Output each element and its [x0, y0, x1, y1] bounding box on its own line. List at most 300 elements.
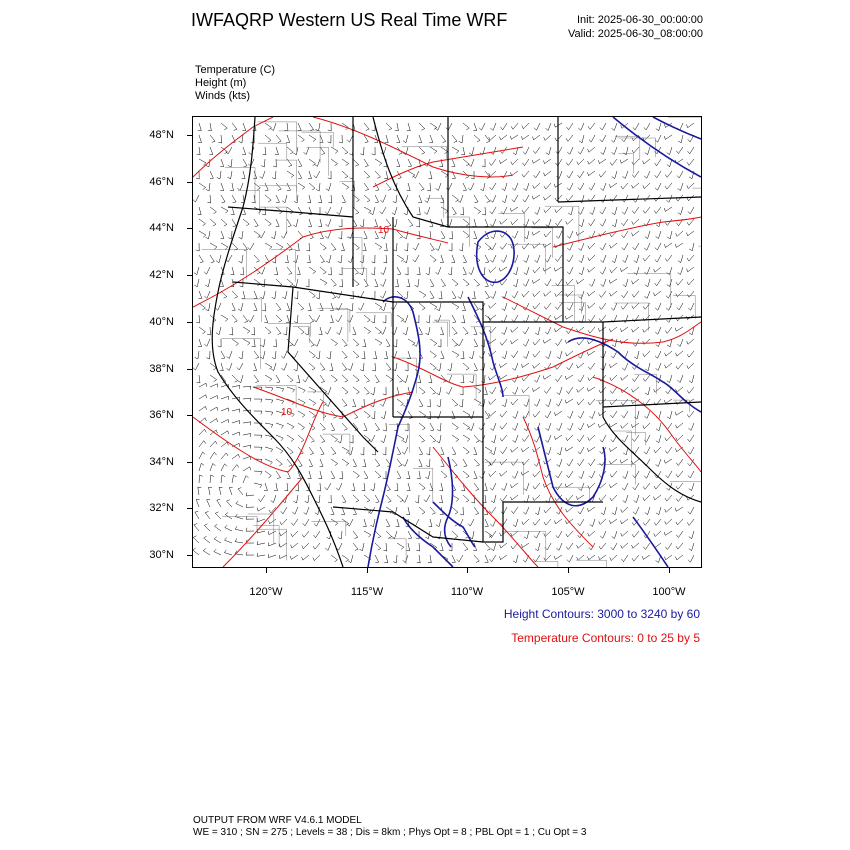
- wind-barb: [437, 435, 442, 443]
- wind-barb: [655, 135, 661, 142]
- wind-barb: [534, 375, 540, 382]
- wind-barb: [523, 147, 529, 154]
- wind-barb: [402, 495, 408, 502]
- wind-barb: [458, 291, 463, 299]
- wind-barb: [259, 231, 265, 238]
- wind-barb: [632, 219, 639, 225]
- wind-barb: [687, 267, 694, 272]
- wind-barb: [298, 135, 304, 142]
- wind-barb: [386, 363, 391, 370]
- wind-barb: [577, 279, 585, 284]
- wind-barb: [243, 398, 251, 401]
- wind-barb: [243, 315, 248, 323]
- latitude-tick: [187, 462, 192, 463]
- wind-barb: [676, 351, 683, 356]
- wind-barb: [430, 303, 437, 309]
- wind-barb: [232, 219, 236, 227]
- wind-barb: [533, 183, 540, 189]
- wind-barb: [632, 435, 639, 442]
- wind-barb: [396, 519, 400, 527]
- wind-barb: [229, 487, 232, 495]
- wind-barb: [676, 435, 683, 441]
- wind-barb: [217, 499, 221, 507]
- wind-barb: [523, 279, 529, 286]
- wind-barb: [524, 399, 529, 407]
- wind-barb: [565, 375, 573, 379]
- county-line: [698, 246, 701, 266]
- wind-barb: [462, 303, 466, 311]
- wind-barb: [203, 549, 210, 556]
- wind-barb: [232, 291, 238, 298]
- wind-barb: [545, 327, 551, 334]
- wind-barb: [364, 387, 369, 394]
- wind-barb: [416, 219, 419, 227]
- wind-barb: [307, 255, 311, 263]
- wind-barb: [689, 243, 694, 251]
- wind-barb: [426, 459, 430, 467]
- wind-barb: [261, 159, 265, 167]
- wind-barb: [535, 207, 540, 215]
- wind-barb: [198, 135, 202, 143]
- wind-barb: [500, 411, 507, 417]
- wind-barb: [643, 327, 650, 332]
- wind-barb: [533, 351, 540, 357]
- wind-barb: [622, 291, 629, 298]
- wind-barb: [611, 351, 617, 358]
- wind-barb: [632, 279, 639, 284]
- wind-barb: [325, 231, 331, 238]
- wind-barb: [342, 363, 347, 371]
- wind-barb: [666, 471, 672, 478]
- temperature-contour-note: Temperature Contours: 0 to 25 by 5: [511, 631, 700, 645]
- wind-barb: [490, 183, 497, 190]
- wind-barb: [218, 339, 221, 347]
- wind-barb: [302, 543, 309, 549]
- wind-barb: [274, 483, 278, 491]
- wind-barb: [383, 543, 386, 551]
- wind-barb: [511, 159, 518, 165]
- wind-barb: [566, 195, 573, 201]
- wind-barb: [633, 507, 639, 514]
- wind-barb: [676, 387, 683, 392]
- wind-barb: [407, 279, 410, 287]
- wind-barb: [523, 315, 529, 322]
- wind-barb: [232, 421, 240, 425]
- wind-barb: [342, 351, 347, 358]
- wind-barb: [599, 399, 606, 404]
- wind-barb: [610, 243, 617, 248]
- wind-barb: [358, 303, 364, 310]
- wind-barb: [600, 435, 606, 442]
- wind-barb: [566, 291, 573, 297]
- wind-barb: [331, 159, 338, 166]
- wind-barb: [588, 171, 596, 176]
- wind-barb: [237, 183, 243, 191]
- wind-barb: [326, 219, 332, 227]
- wind-barb: [579, 267, 584, 275]
- wind-barb: [206, 183, 210, 191]
- wind-barb: [207, 195, 210, 203]
- wind-barb: [588, 243, 595, 249]
- wind-barb: [291, 543, 298, 548]
- wind-barb: [511, 483, 519, 488]
- wind-barb: [589, 219, 595, 226]
- temperature-contour: [393, 339, 613, 387]
- wind-barb: [232, 454, 240, 459]
- wind-barb: [688, 147, 695, 154]
- wind-barb: [500, 219, 507, 224]
- wind-barb: [375, 423, 380, 431]
- wind-barb: [556, 471, 562, 478]
- wind-barb: [610, 483, 618, 488]
- wind-barb: [331, 435, 338, 442]
- wind-barb: [309, 351, 315, 358]
- wind-barb: [197, 147, 201, 155]
- wind-barb: [397, 255, 404, 262]
- wind-barb: [579, 219, 584, 227]
- height-contour: [538, 427, 605, 506]
- county-line: [318, 308, 348, 342]
- wind-barb: [588, 147, 595, 152]
- wind-barb: [298, 435, 304, 442]
- wind-barb: [196, 243, 199, 251]
- wind-barb: [511, 351, 518, 358]
- wind-barb: [221, 351, 225, 359]
- wind-barb: [678, 255, 683, 263]
- wind-barb: [298, 459, 302, 467]
- wind-barb: [287, 207, 293, 214]
- wind-barb: [579, 483, 585, 491]
- wind-barb: [687, 255, 694, 261]
- wind-barb: [632, 207, 639, 214]
- wind-barb: [577, 555, 584, 560]
- wind-barb: [353, 543, 358, 550]
- wind-barb: [533, 471, 540, 477]
- wind-barb: [566, 435, 573, 441]
- temperature-contour: [553, 217, 701, 247]
- wind-barb: [452, 351, 459, 357]
- wind-barb: [632, 183, 639, 188]
- wind-barb: [588, 291, 596, 296]
- latitude-label: 44°N: [149, 222, 174, 234]
- wind-barb: [221, 243, 228, 249]
- wind-barb: [468, 519, 474, 526]
- wind-barb: [621, 327, 629, 332]
- wind-barb: [491, 435, 496, 443]
- wind-barb: [512, 291, 518, 298]
- wind-barb: [416, 543, 419, 551]
- wind-barb: [441, 171, 448, 177]
- wind-barb: [452, 507, 458, 514]
- wind-barb: [588, 399, 595, 405]
- wind-barb: [314, 315, 320, 322]
- wind-barb: [544, 303, 551, 309]
- wind-barb: [271, 123, 276, 131]
- wind-barb: [430, 291, 434, 299]
- wind-barb: [254, 399, 262, 402]
- wind-barb: [427, 183, 430, 191]
- wind-barb: [417, 555, 420, 563]
- wind-barb: [320, 375, 325, 383]
- wind-barb: [510, 207, 518, 211]
- temperature-contour: [313, 117, 513, 177]
- map-canvas: [193, 117, 701, 567]
- county-line: [389, 424, 410, 452]
- wind-barb: [430, 387, 436, 394]
- wind-barb: [501, 447, 508, 454]
- wind-barb: [544, 507, 551, 513]
- wind-barb: [193, 363, 199, 370]
- wind-barb: [246, 493, 254, 496]
- wind-barb: [565, 315, 573, 319]
- county-line: [426, 198, 444, 217]
- field-list: [195, 64, 275, 103]
- wind-barb: [364, 231, 368, 239]
- wind-barb: [199, 159, 206, 165]
- wind-barb: [643, 543, 650, 550]
- wind-barb: [489, 375, 496, 380]
- wind-barb: [644, 471, 650, 478]
- wind-barb: [511, 327, 518, 332]
- wind-barb: [373, 351, 377, 359]
- wind-barb: [522, 363, 530, 368]
- wind-barb: [395, 279, 399, 287]
- wind-barb: [502, 351, 507, 359]
- wind-barb: [248, 315, 254, 322]
- wind-barb: [439, 291, 442, 299]
- wind-barb: [577, 543, 584, 548]
- latitude-tick: [187, 369, 192, 370]
- wind-barb: [297, 267, 300, 275]
- wind-barb: [489, 339, 497, 344]
- wind-barb: [436, 387, 441, 395]
- wind-barb: [687, 231, 695, 236]
- wind-barb: [194, 279, 199, 287]
- wind-barb: [276, 327, 281, 335]
- wind-barb: [557, 351, 562, 359]
- wind-barb: [485, 219, 489, 227]
- wind-barb: [199, 429, 206, 435]
- wind-barb: [566, 543, 573, 550]
- wind-barb: [441, 471, 447, 478]
- longitude-tick: [669, 568, 670, 573]
- wind-barb: [195, 511, 199, 519]
- wind-barb: [316, 183, 320, 191]
- wind-barb: [621, 303, 628, 309]
- wind-barb: [522, 435, 529, 442]
- wind-barb: [215, 524, 222, 531]
- wind-barb: [521, 471, 529, 475]
- valid-time: Valid: 2025-06-30_08:00:00: [568, 28, 703, 40]
- wind-barb: [655, 255, 661, 262]
- wind-barb: [588, 507, 596, 512]
- wind-barb: [309, 459, 313, 467]
- wind-barb: [293, 219, 298, 227]
- wind-barb: [441, 447, 445, 455]
- wind-barb: [656, 231, 661, 239]
- wind-barb: [522, 291, 529, 297]
- wind-barb: [265, 219, 271, 226]
- wind-barb: [535, 255, 541, 263]
- wind-barb: [296, 243, 299, 251]
- wind-barb: [644, 435, 650, 442]
- wind-barb: [232, 385, 240, 388]
- wind-barb: [654, 315, 661, 321]
- wind-barb: [314, 519, 320, 526]
- temperature-label: 10: [378, 225, 390, 236]
- wind-barb: [430, 351, 436, 358]
- wind-barb: [196, 499, 200, 507]
- wind-barb: [274, 267, 278, 275]
- wind-barb: [688, 435, 695, 442]
- wind-barb: [632, 375, 639, 382]
- wind-barb: [406, 471, 410, 479]
- longitude-tick: [467, 568, 468, 573]
- wind-barb: [555, 327, 563, 332]
- wind-barb: [533, 267, 540, 273]
- wind-barb: [294, 363, 298, 371]
- wind-barb: [513, 555, 518, 563]
- wind-barb: [375, 555, 379, 563]
- wind-barb: [511, 339, 518, 344]
- wind-barb: [193, 548, 199, 555]
- wind-barb: [325, 207, 331, 214]
- wind-barb: [511, 123, 518, 129]
- wind-barb: [380, 195, 386, 202]
- wind-barb: [372, 255, 376, 263]
- wind-barb: [473, 231, 477, 239]
- wind-barb: [194, 267, 199, 275]
- wind-barb: [309, 291, 315, 298]
- wind-barb: [320, 363, 325, 370]
- height-contour-note: Height Contours: 3000 to 3240 by 60: [503, 607, 700, 621]
- wind-barb: [232, 409, 240, 413]
- wind-barb: [463, 159, 469, 166]
- wind-barb: [544, 171, 551, 176]
- wind-barb: [383, 387, 386, 395]
- wind-barb: [230, 183, 234, 191]
- wind-barb: [370, 519, 375, 527]
- wind-barb: [375, 495, 379, 503]
- wind-barb: [463, 279, 469, 286]
- wind-barb: [632, 387, 639, 392]
- wind-barb: [656, 123, 661, 131]
- wind-barb: [364, 207, 371, 213]
- wind-barb: [198, 339, 202, 347]
- wind-barb: [523, 339, 529, 346]
- wind-barb: [243, 445, 251, 448]
- wind-barb: [632, 531, 639, 537]
- wind-barb: [468, 159, 474, 167]
- wind-barb: [544, 195, 551, 200]
- wind-barb: [687, 411, 694, 417]
- wind-barb: [339, 219, 342, 227]
- wind-barb: [556, 147, 562, 154]
- wind-barb: [600, 531, 606, 538]
- wind-barb: [254, 231, 260, 238]
- wind-barb: [221, 475, 225, 483]
- wind-barb: [271, 231, 276, 239]
- wind-barb: [554, 555, 562, 559]
- wind-barb: [567, 555, 573, 562]
- wind-barb: [252, 339, 256, 347]
- model-footer: [193, 815, 586, 839]
- wind-barb: [665, 495, 672, 501]
- county-line: [323, 434, 350, 456]
- wind-barb: [675, 327, 683, 331]
- wind-barb: [612, 207, 617, 215]
- wind-barb: [555, 303, 562, 310]
- wind-barb: [567, 267, 573, 274]
- wind-barb: [430, 147, 437, 154]
- wind-barb: [436, 243, 441, 251]
- wind-barb: [463, 435, 470, 441]
- wind-barb: [225, 513, 232, 520]
- wind-barb: [687, 291, 694, 297]
- wind-barb: [485, 255, 489, 263]
- wind-barb: [197, 375, 200, 383]
- latitude-label: 30°N: [149, 549, 174, 561]
- wind-barb: [599, 291, 606, 297]
- wind-barb: [287, 423, 294, 429]
- wind-barb: [601, 183, 607, 191]
- wind-barb: [457, 555, 463, 562]
- wind-barb: [567, 147, 573, 154]
- wind-barb: [439, 495, 443, 503]
- wind-barb: [380, 207, 386, 214]
- wind-barb: [579, 471, 584, 479]
- county-line: [222, 517, 257, 530]
- wind-barb: [665, 543, 672, 550]
- wind-barb: [655, 243, 661, 250]
- wind-barb: [667, 147, 672, 155]
- wind-barb: [254, 255, 259, 262]
- wind-barb: [621, 555, 628, 562]
- wind-barb: [634, 255, 639, 263]
- wind-barb: [254, 447, 262, 451]
- wind-barb: [577, 159, 584, 165]
- wind-barb: [435, 315, 441, 322]
- wind-barb: [362, 483, 365, 491]
- wind-barb: [342, 447, 349, 453]
- wind-barb: [441, 207, 448, 213]
- wind-barb: [623, 171, 629, 179]
- wind-barb: [473, 219, 477, 227]
- wind-barb: [404, 255, 409, 263]
- wind-barb: [665, 447, 672, 453]
- height-contour: [613, 117, 701, 177]
- wind-barb: [556, 531, 562, 538]
- wind-barb: [440, 543, 444, 551]
- wind-barb: [543, 339, 551, 343]
- wind-barb: [243, 327, 250, 333]
- wind-barb: [534, 123, 540, 130]
- wind-barb: [437, 423, 441, 431]
- wind-barb: [474, 435, 479, 442]
- county-line: [693, 188, 702, 221]
- wind-barb: [383, 423, 386, 431]
- wind-barb: [645, 147, 650, 155]
- wind-barb: [287, 279, 293, 286]
- wind-barb: [676, 471, 683, 477]
- wind-barb: [654, 207, 661, 213]
- wind-barb: [318, 471, 322, 479]
- wind-barb: [309, 399, 316, 406]
- wind-barb: [654, 495, 661, 500]
- wind-barb: [533, 387, 541, 392]
- wind-barb: [285, 255, 289, 263]
- wind-barb: [403, 315, 408, 323]
